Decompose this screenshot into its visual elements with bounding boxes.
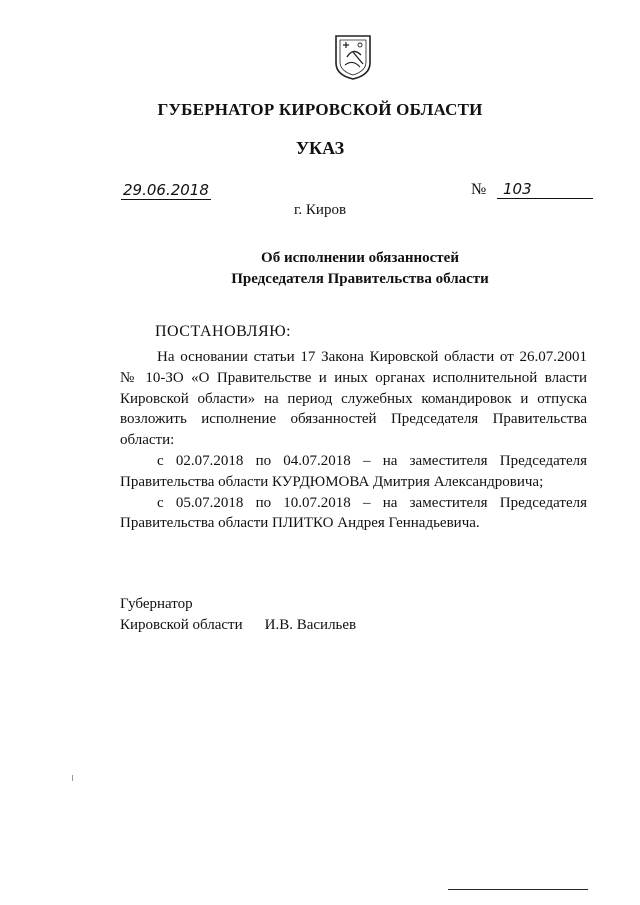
signature-block — [120, 594, 356, 636]
number-sign: № — [471, 181, 487, 198]
document-date: 29.06.2018 — [123, 181, 209, 199]
document-city: г. Киров — [293, 202, 347, 218]
document-subject — [120, 248, 600, 290]
decree-word: ПОСТАНОВЛЯЮ: — [155, 323, 292, 340]
subject-line: Председателя Правительства области — [231, 271, 489, 287]
signatory-name: И.В. Васильев — [264, 617, 357, 633]
kirov-coat-of-arms-icon — [333, 33, 373, 81]
signatory-title-region: Кировской области — [120, 617, 243, 633]
body-paragraph: На основании статьи 17 Закона Кировской области от 26.07.2001 № 10-ЗО «О Правительстве и иных органах исполнительной власти Кировской области» на период служебных командировок и отпуска возложить исполнение обязанностей Председателя Правительства области: — [120, 349, 587, 449]
signatory-title: Губернатор — [120, 596, 193, 612]
subject-line: Об исполнении обязанностей — [261, 250, 459, 266]
issuing-authority: ГУБЕРНАТОР КИРОВСКОЙ ОБЛАСТИ — [157, 100, 483, 119]
footer-rule — [448, 889, 588, 890]
body-paragraph: с 05.07.2018 по 10.07.2018 – на заместителя Председателя Правительства области ПЛИТКО Андрея Геннадьевича. — [120, 494, 587, 532]
decree-body — [120, 347, 587, 534]
document-number: 103 — [497, 180, 593, 199]
scan-mark — [72, 775, 73, 781]
body-paragraph: с 02.07.2018 по 04.07.2018 – на заместителя Председателя Правительства области КУРДЮМОВА Дмитрия Александровича; — [120, 452, 587, 490]
document-type: УКАЗ — [295, 138, 345, 158]
